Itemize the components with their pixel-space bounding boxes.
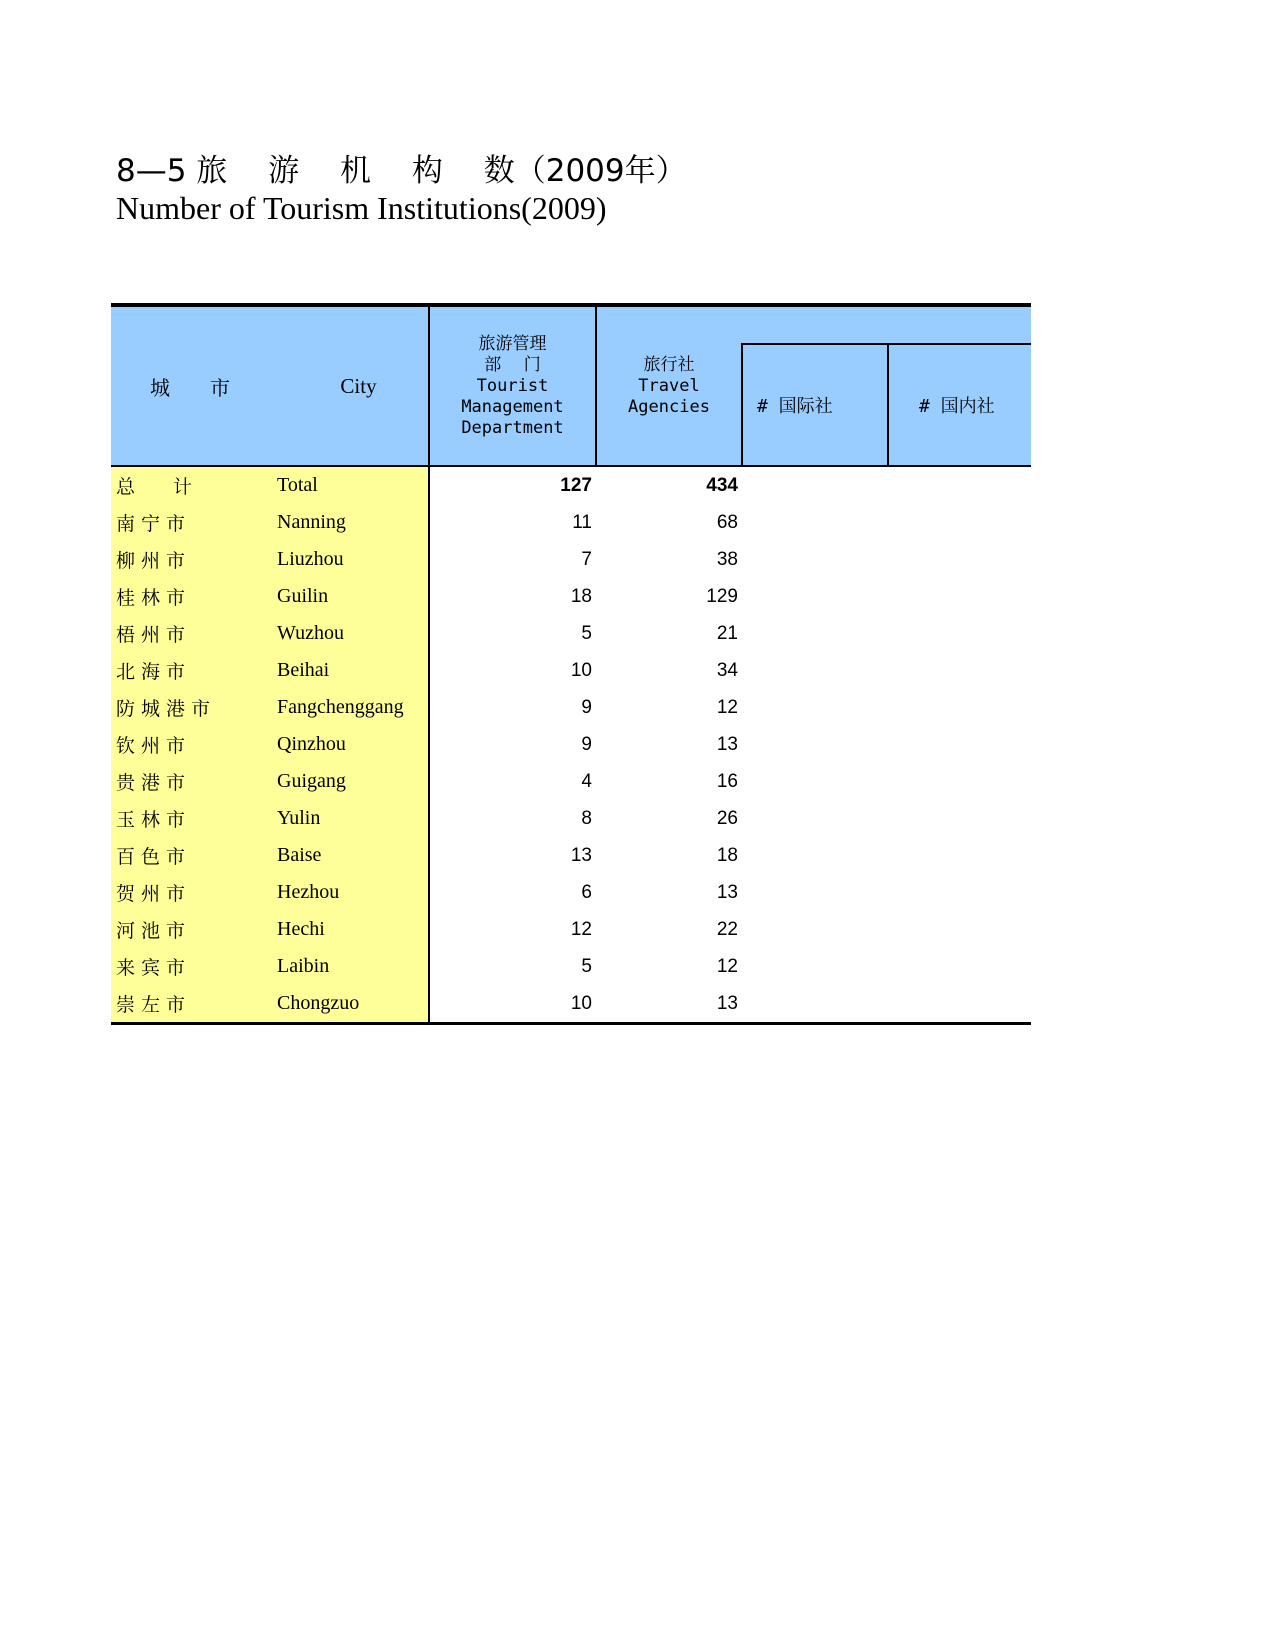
- city-name-en: Hechi: [269, 911, 429, 948]
- city-name-cn: 贵港市: [111, 763, 269, 800]
- header-mgmt-en2: Management: [461, 396, 564, 417]
- travel-agencies-count: 26: [716, 807, 738, 829]
- table-row: [111, 800, 1031, 837]
- management-department-count: 12: [570, 918, 592, 940]
- city-name-en: Chongzuo: [269, 985, 429, 1024]
- management-department-count: 5: [581, 622, 592, 644]
- city-name-cn: 南宁市: [111, 504, 269, 541]
- city-name-cn: 总 计: [111, 466, 269, 504]
- tourism-institutions-table: [111, 303, 1031, 1025]
- city-name-en: Baise: [269, 837, 429, 874]
- header-mgmt-cn2: 部 门: [484, 354, 541, 375]
- international-agencies-count: [742, 763, 888, 800]
- international-agencies-count: [742, 541, 888, 578]
- travel-agencies-count: 38: [716, 548, 738, 570]
- table-row: [111, 985, 1031, 1024]
- international-agencies-count: [742, 504, 888, 541]
- city-name-en: Guilin: [269, 578, 429, 615]
- city-name-en: Nanning: [269, 504, 429, 541]
- domestic-agencies-count: [888, 726, 1031, 763]
- domestic-agencies-count: [888, 837, 1031, 874]
- management-department-count: 7: [581, 548, 592, 570]
- domestic-agencies-count: [888, 652, 1031, 689]
- header-city-en: City: [269, 305, 429, 466]
- domestic-agencies-count: [888, 689, 1031, 726]
- table-row: [111, 652, 1031, 689]
- international-agencies-count: [742, 948, 888, 985]
- management-department-count: 13: [570, 844, 592, 866]
- table-row: [111, 948, 1031, 985]
- domestic-agencies-count: [888, 763, 1031, 800]
- domestic-agencies-count: [888, 578, 1031, 615]
- city-name-cn: 桂林市: [111, 578, 269, 615]
- domestic-agencies-count: [888, 874, 1031, 911]
- header-international-agencies: # 国际社: [742, 344, 888, 466]
- city-name-cn: 柳州市: [111, 541, 269, 578]
- table-row: [111, 615, 1031, 652]
- international-agencies-count: [742, 874, 888, 911]
- international-agencies-count: [742, 578, 888, 615]
- header-subgroup-band: [742, 305, 1031, 344]
- city-name-en: Hezhou: [269, 874, 429, 911]
- header-city-cn: 城 市: [111, 305, 269, 466]
- header-agency-en1: Travel: [638, 375, 700, 396]
- international-agencies-count: [742, 837, 888, 874]
- city-name-cn: 百色市: [111, 837, 269, 874]
- international-agencies-count: [742, 726, 888, 763]
- travel-agencies-count: 12: [716, 955, 738, 977]
- header-agency-en2: Agencies: [628, 396, 710, 417]
- travel-agencies-count: 21: [716, 622, 738, 644]
- header-row: [111, 305, 1031, 344]
- header-travel-agencies: [596, 305, 742, 466]
- travel-agencies-count: 12: [716, 696, 738, 718]
- city-name-en: Qinzhou: [269, 726, 429, 763]
- management-department-count: 127: [560, 474, 592, 496]
- title-chinese: 8—5 旅 游 机 构 数（2009年）: [116, 153, 687, 189]
- travel-agencies-count: 13: [716, 881, 738, 903]
- city-name-en: Liuzhou: [269, 541, 429, 578]
- travel-agencies-count: 434: [706, 474, 738, 496]
- table-row: [111, 541, 1031, 578]
- header-mgmt-en3: Department: [461, 417, 564, 438]
- travel-agencies-count: 18: [716, 844, 738, 866]
- header-domestic-agencies: # 国内社: [888, 344, 1031, 466]
- international-agencies-count: [742, 615, 888, 652]
- management-department-count: 10: [570, 659, 592, 681]
- header-agency-cn: 旅行社: [643, 354, 695, 375]
- international-agencies-count: [742, 652, 888, 689]
- management-department-count: 5: [581, 955, 592, 977]
- domestic-agencies-count: [888, 985, 1031, 1024]
- management-department-count: 9: [581, 696, 592, 718]
- domestic-agencies-count: [888, 504, 1031, 541]
- header-mgmt-cn: 旅游管理: [478, 333, 547, 354]
- city-name-en: Beihai: [269, 652, 429, 689]
- table-row: [111, 837, 1031, 874]
- domestic-agencies-count: [888, 911, 1031, 948]
- table-row: [111, 504, 1031, 541]
- table-row: [111, 726, 1031, 763]
- management-department-count: 10: [429, 985, 596, 1024]
- table-body: [111, 466, 1031, 1024]
- city-name-cn: 贺州市: [111, 874, 269, 911]
- city-name-cn: 北海市: [111, 652, 269, 689]
- table-row: [111, 874, 1031, 911]
- management-department-count: 8: [581, 807, 592, 829]
- city-name-en: Wuzhou: [269, 615, 429, 652]
- management-department-count: 4: [581, 770, 592, 792]
- international-agencies-count: [742, 689, 888, 726]
- management-department-count: 6: [581, 881, 592, 903]
- city-name-en: Total: [269, 466, 429, 504]
- travel-agencies-count: 22: [716, 918, 738, 940]
- table-row: [111, 466, 1031, 504]
- management-department-count: 9: [581, 733, 592, 755]
- table-row: [111, 763, 1031, 800]
- domestic-agencies-count: [888, 466, 1031, 504]
- travel-agencies-count: 16: [716, 770, 738, 792]
- header-mgmt-en1: Tourist: [476, 375, 549, 396]
- header-management-department: [429, 305, 596, 466]
- domestic-agencies-count: [888, 615, 1031, 652]
- travel-agencies-count: 129: [706, 585, 738, 607]
- table-row: [111, 578, 1031, 615]
- city-name-cn: 梧州市: [111, 615, 269, 652]
- international-agencies-count: [742, 800, 888, 837]
- city-name-cn: 河池市: [111, 911, 269, 948]
- city-name-cn: 玉林市: [111, 800, 269, 837]
- international-agencies-count: [742, 911, 888, 948]
- city-name-cn: 崇左市: [111, 985, 269, 1024]
- city-name-en: Laibin: [269, 948, 429, 985]
- city-name-en: Fangchenggang: [269, 689, 429, 726]
- travel-agencies-count: 13: [596, 985, 742, 1024]
- travel-agencies-count: 68: [716, 511, 738, 533]
- city-name-en: Yulin: [269, 800, 429, 837]
- international-agencies-count: [742, 466, 888, 504]
- table-row: [111, 911, 1031, 948]
- city-name-en: Guigang: [269, 763, 429, 800]
- title-english: Number of Tourism Institutions(2009): [116, 190, 607, 226]
- city-name-cn: 防城港市: [111, 689, 269, 726]
- city-name-cn: 来宾市: [111, 948, 269, 985]
- domestic-agencies-count: [888, 800, 1031, 837]
- table-row: [111, 689, 1031, 726]
- international-agencies-count: [742, 985, 888, 1024]
- travel-agencies-count: 34: [716, 659, 738, 681]
- city-name-cn: 钦州市: [111, 726, 269, 763]
- management-department-count: 11: [572, 511, 592, 533]
- domestic-agencies-count: [888, 948, 1031, 985]
- travel-agencies-count: 13: [716, 733, 738, 755]
- domestic-agencies-count: [888, 541, 1031, 578]
- management-department-count: 18: [570, 585, 592, 607]
